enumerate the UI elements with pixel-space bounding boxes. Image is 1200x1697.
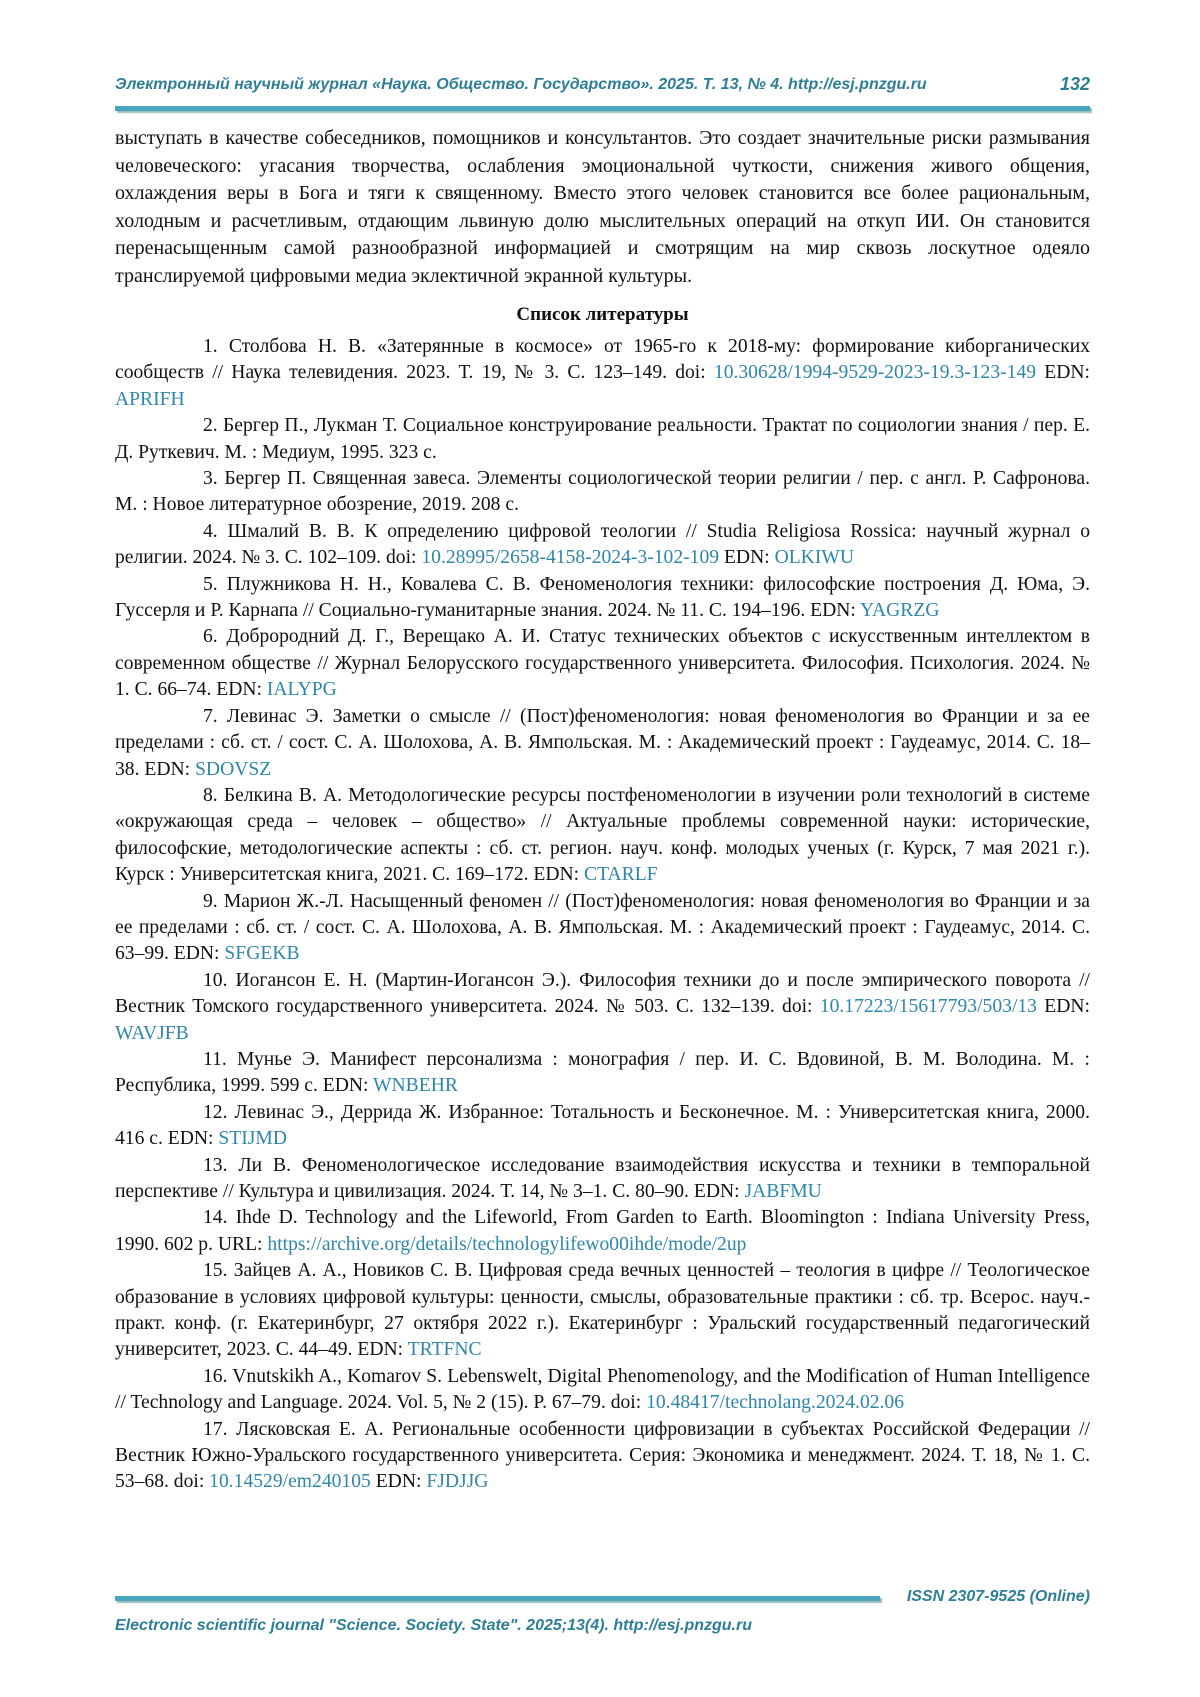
- reference-text: 10. Иогансон Е. Н. (Мартин-Иогансон Э.). Философия техники до и после эмпирического поворота // Вестник Томского государственного университета. 2024. № 503. С. 132–139. doi:: [115, 969, 1090, 1018]
- reference-text: EDN:: [719, 547, 775, 569]
- reference-link[interactable]: 10.48417/technolang.2024.02.06: [646, 1392, 905, 1414]
- issn: ISSN 2307-9525 (Online): [906, 1588, 1090, 1605]
- reference-link[interactable]: FJDJJG: [426, 1471, 489, 1493]
- reference-item: [115, 1258, 1090, 1364]
- reference-text: 8. Белкина В. А. Методологические ресурсы постфеноменологии в изучении роли технологий в системе «окружающая среда – человек – общество» // Актуальные проблемы современной науки: исторические, философские, методологические аспекты : сб. ст. регион. науч. конф. молодых ученых (г. Курск, 7 мая 2021 г.). Курск : Университетская книга, 2021. С. 169–172. EDN:: [115, 784, 1090, 886]
- reference-item: [115, 1100, 1090, 1153]
- reference-text: 6. Доброродний Д. Г., Верещако А. И. Статус технических объектов с искусственным интеллектом в современном обществе // Журнал Белорусского государственного университета. Философия. Психология. 2024. № 1. С. 66–74. EDN:: [115, 626, 1090, 701]
- reference-item: [115, 1364, 1090, 1417]
- reference-text: 17. Лясковская Е. А. Региональные особенности цифровизации в субъектах Российской Федерации // Вестник Южно-Уральского государственного университета. Серия: Экономика и менеджмент. 2024. Т. 18, № 1. С. 53–68. doi:: [115, 1418, 1090, 1493]
- reference-item: [115, 1153, 1090, 1206]
- reference-text: 11. Мунье Э. Манифест персонализма : монография / пер. И. С. Вдовиной, В. М. Володина. М. : Республика, 1999. 599 с. EDN:: [115, 1048, 1090, 1097]
- reference-item: [115, 889, 1090, 968]
- reference-item: [115, 783, 1090, 889]
- reference-link[interactable]: TRTFNC: [407, 1339, 482, 1361]
- reference-text: 1. Столбова Н. В. «Затерянные в космосе» от 1965-го к 2018-му: формирование киборганических сообществ // Наука телевидения. 2023. Т. 19, № 3. С. 123–149. doi:: [115, 336, 1090, 384]
- reference-link[interactable]: JABFMU: [744, 1181, 822, 1202]
- reference-text: 12. Левинас Э., Деррида Ж. Избранное: Тотальность и Бесконечное. М. : Университетская книга, 2000. 416 с. EDN:: [115, 1101, 1090, 1150]
- reference-item: [115, 1417, 1090, 1496]
- reference-text: 3. Бергер П. Священная завеса. Элементы социологической теории религии / пер. с англ. Р. Сафронова. М. : Новое литературное обозрение, 2019. 208 с.: [115, 468, 1090, 516]
- reference-item: [115, 968, 1090, 1047]
- reference-item: [115, 466, 1090, 519]
- reference-item: [115, 704, 1090, 783]
- reference-text: 14. Ihde D. Technology and the Lifeworld, From Garden to Earth. Bloomington : Indiana University Press, 1990. 602 p. URL:: [115, 1207, 1090, 1255]
- reference-item: [115, 572, 1090, 625]
- reference-text: 4. Шмалий В. В. К определению цифровой теологии // Studia Religiosa Rossica: научный журнал о религии. 2024. № 3. С. 102–109. doi:: [115, 520, 1090, 569]
- reference-link[interactable]: https://archive.org/details/technologylifewo00ihde/mode/2up: [267, 1233, 747, 1255]
- reference-link[interactable]: IALYPG: [266, 679, 337, 701]
- reference-link[interactable]: SFGEKB: [224, 943, 300, 965]
- running-header: [115, 72, 1090, 102]
- reference-item: [115, 624, 1090, 703]
- reference-link[interactable]: APRIFH: [115, 388, 185, 410]
- header-rule: [115, 106, 1090, 111]
- reference-link[interactable]: SDOVSZ: [195, 758, 272, 780]
- reference-text: 5. Плужникова Н. Н., Ковалева С. В. Феноменология техники: философские построения Д. Юма, Э. Гуссерля и Р. Карнапа // Социально-гуманитарные знания. 2024. № 11. С. 194–196. EDN:: [115, 573, 1090, 622]
- reference-item: [115, 1205, 1090, 1258]
- reference-text: 13. Ли В. Феноменологическое исследование взаимодействия искусства и техники в темпоральной перспективе // Культура и цивилизация. 2024. Т. 14, № 3–1. С. 80–90. EDN:: [115, 1154, 1090, 1202]
- page-body: [115, 125, 1090, 1496]
- reference-link[interactable]: WAVJFB: [115, 1022, 189, 1044]
- references-heading: Список литературы: [516, 304, 689, 325]
- reference-text: 15. Зайцев А. А., Новиков С. В. Цифровая среда вечных ценностей – теология в цифре // Теологическое образование в условиях цифровой культуры: ценности, смыслы, образовательные практики : сб. тр. Всерос. науч.-практ. конф. (г. Екатеринбург, 27 октября 2022 г.). Екатеринбург : Уральский государственный педагогический университет, 2023. С. 44–49. EDN:: [115, 1260, 1090, 1361]
- reference-text: 2. Бергер П., Лукман Т. Социальное конструирование реальности. Трактат по социологии знания / пер. Е. Д. Руткевич. М. : Медиум, 1995. 323 с.: [115, 415, 1090, 463]
- reference-link[interactable]: 10.28995/2658-4158-2024-3-102-109: [421, 547, 720, 569]
- footer-rule: [115, 1596, 880, 1601]
- reference-item: [115, 519, 1090, 572]
- reference-text: EDN:: [1036, 996, 1090, 1018]
- reference-link[interactable]: 10.17223/15617793/503/13: [819, 996, 1037, 1018]
- reference-text: 7. Левинас Э. Заметки о смысле // (Пост)феноменология: новая феноменология во Франции и за ее пределами : сб. ст. / сост. С. А. Шолохова, А. В. Ямпольская. М. : Академический проект : Гаудеамус, 2014. С. 18–38. EDN:: [115, 705, 1090, 780]
- reference-text: EDN:: [1036, 362, 1090, 384]
- reference-item: [115, 334, 1090, 413]
- journal-header-title: Электронный научный журнал «Наука. Общество. Государство». 2025. Т. 13, № 4. http://esj.pnzgu.ru: [115, 76, 927, 93]
- reference-link[interactable]: OLKIWU: [774, 547, 854, 569]
- reference-link[interactable]: 10.30628/1994-9529-2023-19.3-123-149: [713, 362, 1037, 384]
- reference-item: [115, 1047, 1090, 1100]
- body-paragraph: выступать в качестве собеседников, помощников и консультантов. Это создает значительные риски размывания человеческого: угасания творчества, ослабления эмоциональной чуткости, снижения живого общения, охлаждения веры в Бога и тяги к священному. Вместо этого человек становится все более рациональным, холодным и расчетливым, отдающим львиную долю мыслительных операций на откуп ИИ. Он становится перенасыщенным самой разнообразной информацией и смотрящим на мир сквозь лоскутное одеяло транслируемой цифровыми медиа эклектичной экранной культуры.: [115, 127, 1090, 287]
- reference-link[interactable]: STIJMD: [218, 1128, 287, 1150]
- reference-text: EDN:: [370, 1471, 427, 1493]
- reference-text: 9. Марион Ж.-Л. Насыщенный феномен // (Пост)феноменология: новая феноменология во Франции и за ее пределами : сб. ст. / сост. С. А. Шолохова, А. В. Ямпольская. М. : Академический проект : Гаудеамус, 2014. С. 63–99. EDN:: [115, 890, 1090, 965]
- footer-citation: Electronic scientific journal "Science. Society. State". 2025;13(4). http://esj.pnzgu.ru: [115, 1617, 752, 1634]
- reference-link[interactable]: WNBEHR: [373, 1075, 458, 1097]
- reference-item: [115, 413, 1090, 466]
- reference-link[interactable]: CTARLF: [584, 864, 658, 886]
- page-number: 132: [1059, 74, 1090, 94]
- reference-list: [115, 334, 1090, 1496]
- reference-text: 16. Vnutskikh A., Komarov S. Lebenswelt, Digital Phenomenology, and the Modification of Human Intelligence // Technology and Language. 2024. Vol. 5, № 2 (15). P. 67–79. doi:: [115, 1365, 1090, 1414]
- reference-link[interactable]: 10.14529/em240105: [209, 1471, 371, 1493]
- reference-link[interactable]: YAGRZG: [860, 600, 940, 622]
